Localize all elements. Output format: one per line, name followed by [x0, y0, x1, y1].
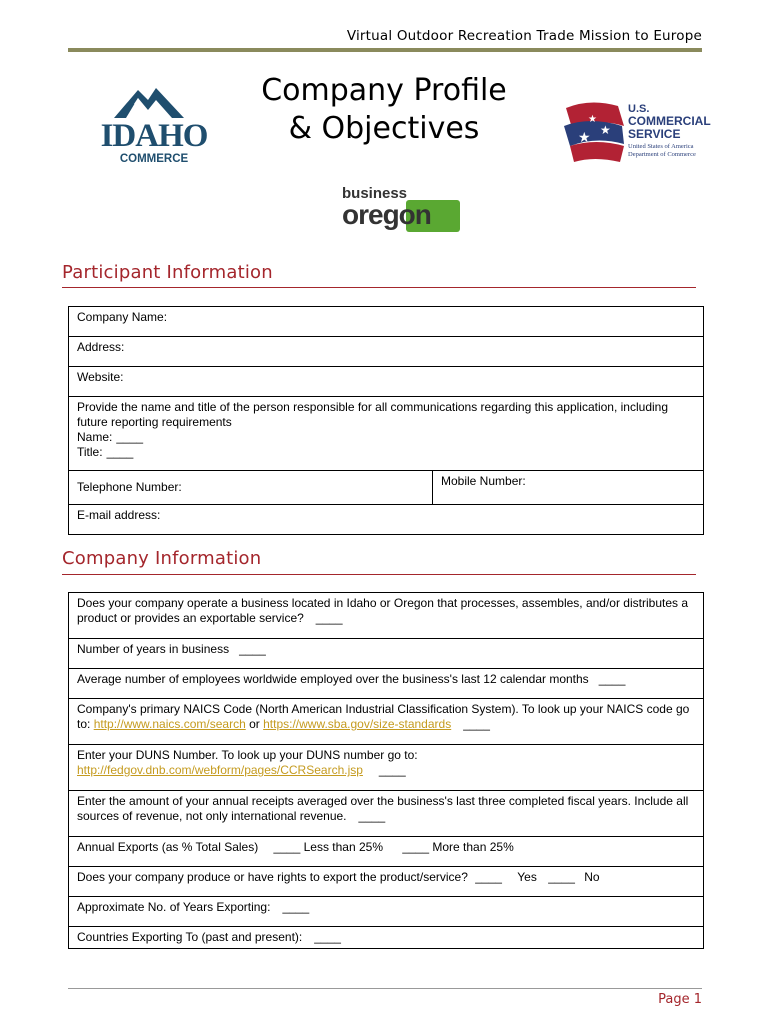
operate-question-row[interactable]: Does your company operate a business located in Idaho or Oregon that processes, assembles, and/or distributes a product or provides an exportable service? ____ — [69, 593, 704, 639]
participant-section-rule — [62, 287, 696, 288]
svg-text:United States of America: United States of America — [628, 143, 694, 150]
export-rights-row[interactable]: Does your company produce or have rights to export the product/service? ____ Yes ____ No — [69, 867, 704, 897]
years-exporting-row[interactable]: Approximate No. of Years Exporting: ____ — [69, 897, 704, 927]
address-field[interactable]: Address: — [69, 337, 704, 367]
mountain-icon — [114, 88, 184, 118]
years-blank[interactable]: ____ — [239, 642, 266, 656]
mobile-field[interactable]: Mobile Number: — [433, 471, 704, 505]
less-than-25-option: Less than 25% — [303, 840, 383, 854]
name-blank[interactable]: ____ — [116, 430, 144, 444]
participant-table — [68, 306, 704, 535]
business-oregon-logo — [338, 182, 474, 234]
page-title — [258, 72, 510, 148]
svg-text:COMMERCIAL: COMMERCIAL — [628, 114, 711, 128]
more-than-25-blank[interactable]: ____ — [402, 840, 430, 854]
less-than-25-blank[interactable]: ____ — [273, 840, 301, 854]
svg-text:U.S.: U.S. — [628, 103, 650, 115]
contact-name-row[interactable]: Name: ____ — [77, 430, 144, 444]
page-number: Page 1 — [658, 992, 702, 1007]
more-than-25-option: More than 25% — [432, 840, 514, 854]
yes-option: Yes — [517, 870, 537, 884]
header-rule — [68, 48, 702, 52]
duns-row[interactable]: Enter your DUNS Number. To look up your DUNS number go to: http://fedgov.dnb.com/webform/pages/CCRSearch.jsp ____ — [69, 745, 704, 791]
years-exporting-blank[interactable]: ____ — [282, 900, 310, 914]
footer-rule — [68, 988, 702, 989]
naics-search-link[interactable]: http://www.naics.com/search — [93, 717, 246, 731]
employees-row[interactable]: Average number of employees worldwide employed over the business's last 12 calendar months ____ — [69, 669, 704, 699]
commerce-wordmark: COMMERCE — [119, 153, 189, 165]
naics-blank[interactable]: ____ — [463, 717, 490, 731]
header-event-title: Virtual Outdoor Recreation Trade Mission to Europe — [346, 28, 702, 44]
idaho-commerce-logo — [88, 82, 220, 168]
sba-size-standards-link[interactable]: https://www.sba.gov/size-standards — [263, 717, 452, 731]
us-commercial-service-logo — [560, 96, 718, 168]
years-in-business-row[interactable]: Number of years in business ____ — [69, 639, 704, 669]
operate-blank[interactable]: ____ — [315, 611, 343, 625]
duns-blank[interactable]: ____ — [378, 763, 406, 777]
title-line-1: Company Profile — [261, 73, 507, 108]
participant-section-heading: Participant Information — [62, 262, 273, 283]
annual-receipts-row[interactable]: Enter the amount of your annual receipts averaged over the business's last three completed fiscal years. Include all sources of revenue, not only international revenue. ____ — [69, 791, 704, 837]
title-blank[interactable]: ____ — [106, 445, 134, 459]
website-field[interactable]: Website: — [69, 367, 704, 397]
idaho-wordmark: IDAHO — [100, 118, 208, 154]
title-line-2: & Objectives — [288, 111, 480, 146]
employees-blank[interactable]: ____ — [598, 672, 626, 686]
star-icon: ★ — [578, 130, 591, 146]
company-section-rule — [62, 574, 696, 575]
oregon-wordmark: oregon — [342, 199, 431, 230]
telephone-field[interactable]: Telephone Number: — [69, 471, 433, 505]
yes-blank[interactable]: ____ — [475, 870, 502, 884]
receipts-blank[interactable]: ____ — [358, 809, 386, 823]
company-name-field[interactable]: Company Name: — [69, 307, 704, 337]
company-section-heading: Company Information — [62, 548, 262, 569]
naics-row[interactable]: Company's primary NAICS Code (North American Industrial Classification System). To look up your NAICS code go to: http://www.naics.com/search or https://www.sba.gov/size-standards ____ — [69, 699, 704, 745]
countries-exporting-row[interactable]: Countries Exporting To (past and present): ____ — [69, 927, 704, 949]
countries-blank[interactable]: ____ — [314, 930, 341, 944]
no-blank[interactable]: ____ — [548, 870, 575, 884]
star-icon: ★ — [588, 114, 597, 125]
duns-lookup-link[interactable]: http://fedgov.dnb.com/webform/pages/CCRSearch.jsp — [77, 763, 363, 777]
email-field[interactable]: E-mail address: — [69, 505, 704, 535]
no-option: No — [584, 870, 600, 884]
contact-intro-text: Provide the name and title of the person responsible for all communications regarding this application, including future reporting requirements — [77, 400, 669, 429]
contact-person-cell — [69, 397, 704, 471]
contact-title-row[interactable]: Title: ____ — [77, 445, 134, 459]
annual-exports-row[interactable]: Annual Exports (as % Total Sales) ____ Less than 25% ____ More than 25% — [69, 837, 704, 867]
business-wordmark: business — [342, 185, 408, 202]
svg-text:SERVICE: SERVICE — [628, 127, 681, 141]
company-table — [68, 592, 704, 949]
svg-text:Department of Commerce: Department of Commerce — [628, 151, 696, 158]
star-icon: ★ — [600, 123, 611, 137]
